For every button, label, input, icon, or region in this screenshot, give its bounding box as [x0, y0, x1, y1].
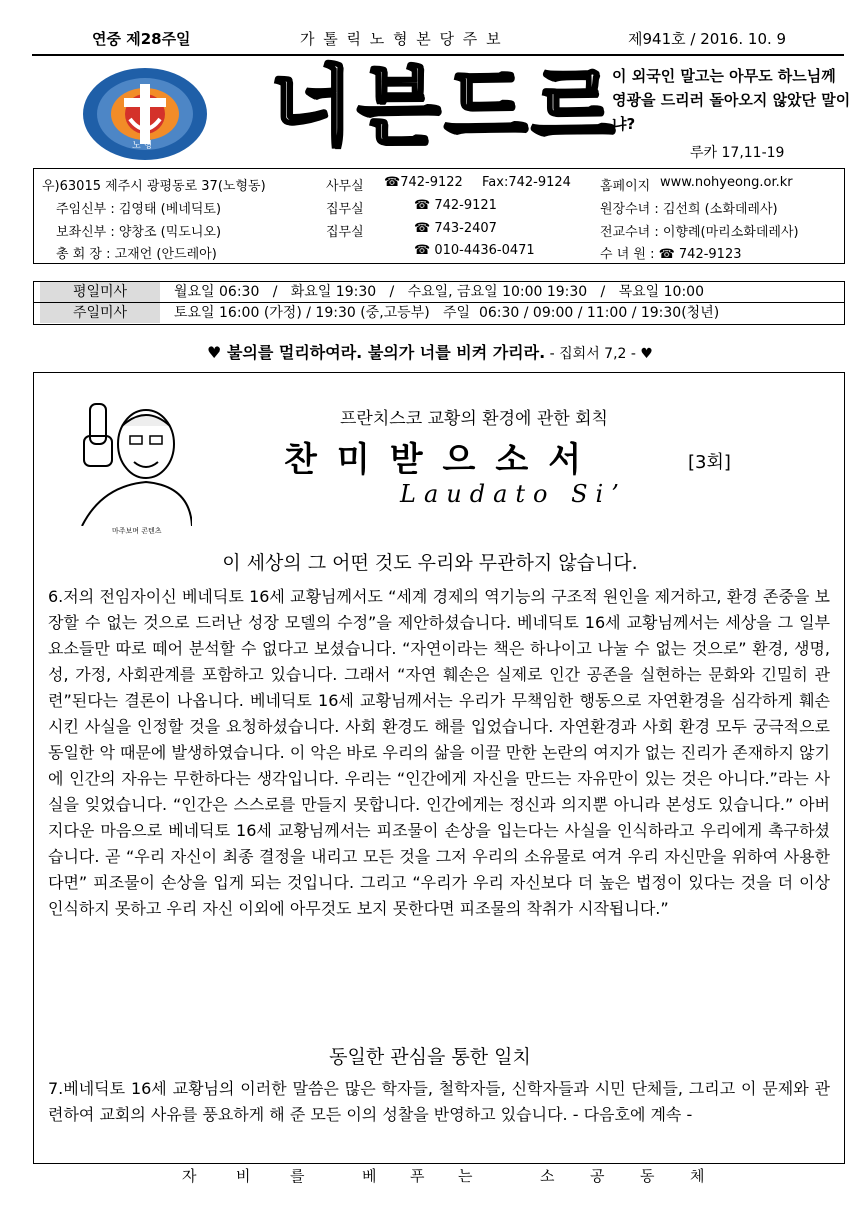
- motto-reference: - 집회서 7,2 - ♥: [545, 346, 653, 362]
- sister-head: 원장수녀 : 김선희 (소화데레사): [600, 202, 778, 217]
- convent-phone: 수 녀 원 : ☎ 742-9123: [600, 247, 742, 262]
- footer-char: 자: [182, 1167, 197, 1185]
- parish-info-box: [33, 168, 845, 264]
- assistant-phone: ☎ 743-2407: [414, 221, 497, 236]
- footer-char: 푸: [410, 1167, 425, 1185]
- weekday-mass-row: [34, 282, 844, 303]
- assistant-priest: 보좌신부 : 양창조 (믹도니오): [56, 225, 222, 240]
- illustration-caption: 마주보며 콘텐츠: [112, 527, 162, 535]
- paragraph-6: 6.저의 전임자이신 베네딕토 16세 교황님께서도 “세계 경제의 역기능의 구조적 원인을 제거하고, 환경 존중을 보장할 수 없는 것으로 드러난 성장 모델의 수정”을 제안하셨습니다. 베네딕토 16세 교황님께서는 세상을 그 일부 요소들만 따로 떼어 분석할 수 없다고 보셨습니다. “자연이라는 책은 하나이고 나눌 수 없는 것으로” 환경, 생명, 성, 가정, 사회관계를 포함하고 있습니다. 그래서 “자연 훼손은 실제로 인간 공존을 실현하는 문화와 긴밀히 관련”된다는 결론이 나옵니다. 베네딕토 16세 교황님께서는 우리가 무책임한 행동으로 자연환경을 심각하게 훼손시킨 사실을 인정할 것을 요청하셨습니다. 사회 환경도 해를 입었습니다. 자연환경과 사회 환경 모두 궁극적으로 동일한 악 때문에 발생하였습니다. 이 악은 바로 우리의 삶을 이끌 만한 논란의 여지가 없는 진리가 존재하지 않기에 인간의 자유는 무한하다는 생각입니다. 우리는 “인간에게 자신을 만드는 자유만이 있는 것은 아니다.”라는 사실을 잊었습니다. “인간은 스스로를 만들지 못합니다. 인간에게는 정신과 의지뿐 아니라 본성도 있습니다.” 아버지다운 마음으로 베네딕토 16세 교황님께서는 피조물이 손상을 입는다는 사실을 인식하라고 우리에게 촉구하셨습니다. 곧 “우리 자신이 최종 결정을 내리고 모든 것을 그저 우리의 소유물로 여겨 우리 자신만을 위하여 사용한다면” 피조물이 손상을 입게 되는 것입니다. 그리고 “우리가 우리 자신보다 더 높은 법정이 있다는 것을 더 이상 인식하지 못하고 우리 자신 이외에 아무것도 보지 못한다면 피조물의 착취가 시작됩니다.”: [48, 587, 830, 918]
- weekday-mass-times: 월요일 06:30 / 화요일 19:30 / 수요일, 금요일 10:00 19:30 / 목요일 10:00: [174, 284, 704, 300]
- footer-char: 비: [236, 1167, 251, 1185]
- article-title: 찬미받으소서: [284, 440, 602, 480]
- weekday-mass-label: 평일미사: [40, 282, 160, 302]
- footer-char: 소: [540, 1167, 555, 1185]
- office-phone: ☎742-9122: [384, 175, 463, 190]
- section-heading-2: 동일한 관심을 통한 일치: [329, 1046, 531, 1068]
- paragraph-7: 7.베네딕토 16세 교황님의 이러한 말씀은 많은 학자들, 철학자들, 신학자들과 시민 단체들, 그리고 이 문제와 관련하여 교회의 사유를 풍요하게 해 준 모든 이의 성찰을 반영하고 있습니다. - 다음호에 계속 -: [48, 1079, 830, 1124]
- footer-char: 공: [590, 1167, 605, 1185]
- council-head: 총 회 장 : 고재언 (안드레아): [56, 247, 217, 262]
- pastor-phone: ☎ 742-9121: [414, 198, 497, 213]
- sunday-mass-times: 토요일 16:00 (가정) / 19:30 (중,고등부) 주일 06:30 / 09:00 / 11:00 / 19:30(청년): [174, 305, 720, 321]
- footer-char: 베: [362, 1167, 377, 1185]
- footer-char: 를: [290, 1167, 305, 1185]
- section-heading-1: 이 세상의 그 어떤 것도 우리와 무관하지 않습니다.: [222, 552, 638, 574]
- pope-illustration: [62, 386, 192, 536]
- address: 우)63015 제주시 광평동로 37(노형동): [42, 179, 266, 194]
- mass-schedule-box: [33, 281, 845, 325]
- latin-title: Laudato Si’: [400, 480, 627, 508]
- parish-logo: [80, 64, 210, 164]
- footer-char: 는: [458, 1167, 473, 1185]
- scripture-reference: 루카 17,11-19: [690, 145, 785, 161]
- article-episode: [3회]: [688, 452, 731, 473]
- masthead-title: 너븐드르: [270, 57, 619, 157]
- pastor-name: 주임신부 : 김영태 (베네딕토): [56, 202, 222, 217]
- pastor-room: 집무실: [326, 202, 364, 217]
- sunday-mass-label: 주일미사: [40, 303, 160, 323]
- missionary-sister: 전교수녀 : 이향례(마리소화데레사): [600, 225, 799, 240]
- motto-line: [0, 340, 860, 363]
- council-phone: ☎ 010-4436-0471: [414, 243, 535, 258]
- homepage-label: 홈페이지: [600, 179, 651, 194]
- sunday-mass-row: [34, 303, 844, 323]
- office-fax: Fax:742-9124: [482, 175, 571, 190]
- scripture-quote: 이 외국인 말고는 아무도 하느님께 영광을 드리러 돌아오지 않았단 말이냐?: [612, 67, 851, 133]
- season-label: 연중 제28주일: [92, 30, 191, 48]
- paper-name: 가 톨 릭 노 형 본 당 주 보: [300, 30, 503, 48]
- motto-text: ♥ 불의를 멀리하여라. 불의가 너를 비켜 가리라.: [207, 343, 546, 362]
- issue-number: 제941호 / 2016. 10. 9: [628, 30, 787, 48]
- office-label: 사무실: [326, 179, 364, 194]
- top-rule: [32, 54, 844, 56]
- logo-text: 노 형: [132, 141, 153, 151]
- pope-drawing: [62, 386, 192, 526]
- footer-char: 동: [640, 1167, 655, 1185]
- footer-char: 체: [690, 1167, 705, 1185]
- assistant-room: 집무실: [326, 225, 364, 240]
- homepage-link[interactable]: www.nohyeong.or.kr: [660, 175, 793, 190]
- article-subtitle: 프란치스코 교황의 환경에 관한 회칙: [340, 409, 608, 429]
